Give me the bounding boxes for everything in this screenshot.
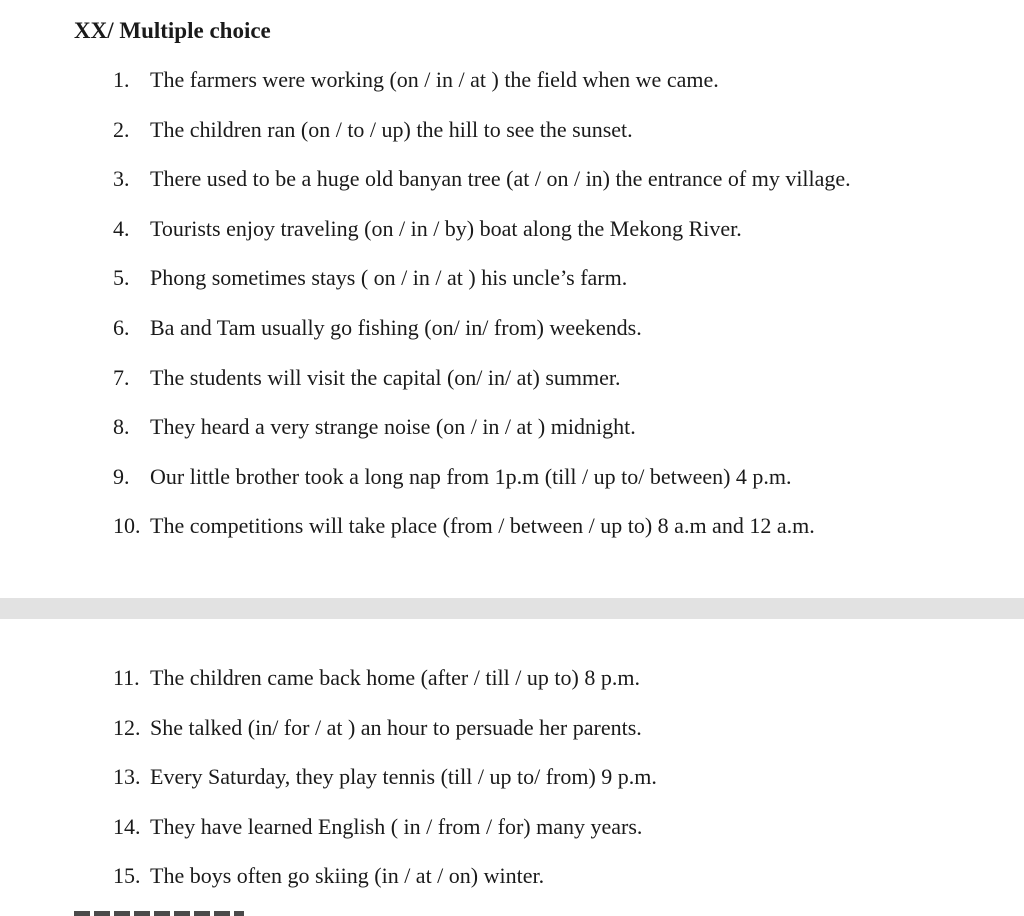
question-number: 13. xyxy=(113,764,141,790)
question-text: The children ran (on / to / up) the hill to see the sunset. xyxy=(150,116,633,142)
question-number: 7. xyxy=(113,364,130,390)
question-text: She talked (in/ for / at ) an hour to persuade her parents. xyxy=(150,714,642,740)
question-number: 5. xyxy=(113,265,130,291)
question-text: They heard a very strange noise (on / in / at ) midnight. xyxy=(150,414,636,440)
question-text: The boys often go skiing (in / at / on) winter. xyxy=(150,863,545,889)
question-list-page-1 xyxy=(0,63,1024,559)
question-item xyxy=(0,410,1024,460)
question-text: The farmers were working (on / in / at ) the field when we came. xyxy=(150,67,719,92)
question-text: The students will visit the capital (on/ in/ at) summer. xyxy=(150,364,621,390)
question-item xyxy=(0,212,1024,262)
section-heading: XX/ Multiple choice xyxy=(74,18,271,43)
question-number: 11. xyxy=(113,665,140,690)
question-text: There used to be a huge old banyan tree (at / on / in) the entrance of my village. xyxy=(150,166,851,192)
question-item xyxy=(0,711,1024,761)
question-number: 10. xyxy=(113,513,141,539)
question-number: 6. xyxy=(113,314,130,340)
question-item xyxy=(0,810,1024,860)
question-number: 1. xyxy=(113,67,130,92)
question-number: 2. xyxy=(113,116,130,142)
question-text: The competitions will take place (from / between / up to) 8 a.m and 12 a.m. xyxy=(150,513,815,539)
question-text: Tourists enjoy traveling (on / in / by) boat along the Mekong River. xyxy=(150,215,742,241)
question-number: 8. xyxy=(113,414,130,440)
cropped-next-heading-fragment xyxy=(74,911,244,916)
question-item xyxy=(0,361,1024,411)
question-text: They have learned English ( in / from / for) many years. xyxy=(150,813,643,839)
question-text: Every Saturday, they play tennis (till / up to/ from) 9 p.m. xyxy=(150,764,657,790)
question-text: The children came back home (after / till / up to) 8 p.m. xyxy=(150,665,640,690)
question-item xyxy=(0,311,1024,361)
question-number: 14. xyxy=(113,813,141,839)
question-item xyxy=(0,859,1024,909)
question-number: 12. xyxy=(113,714,141,740)
question-text: Phong sometimes stays ( on / in / at ) his uncle’s farm. xyxy=(150,265,628,291)
question-item xyxy=(0,63,1024,113)
question-item xyxy=(0,760,1024,810)
question-list-page-2 xyxy=(0,661,1024,909)
question-number: 3. xyxy=(113,166,130,192)
question-item xyxy=(0,509,1024,559)
question-item xyxy=(0,162,1024,212)
question-item xyxy=(0,661,1024,711)
question-item xyxy=(0,261,1024,311)
question-item xyxy=(0,460,1024,510)
question-number: 15. xyxy=(113,863,141,889)
question-item xyxy=(0,113,1024,163)
question-text: Ba and Tam usually go fishing (on/ in/ from) weekends. xyxy=(150,314,642,340)
page-break-divider xyxy=(0,598,1024,619)
question-number: 4. xyxy=(113,215,130,241)
question-number: 9. xyxy=(113,463,130,489)
question-text: Our little brother took a long nap from 1p.m (till / up to/ between) 4 p.m. xyxy=(150,463,792,489)
